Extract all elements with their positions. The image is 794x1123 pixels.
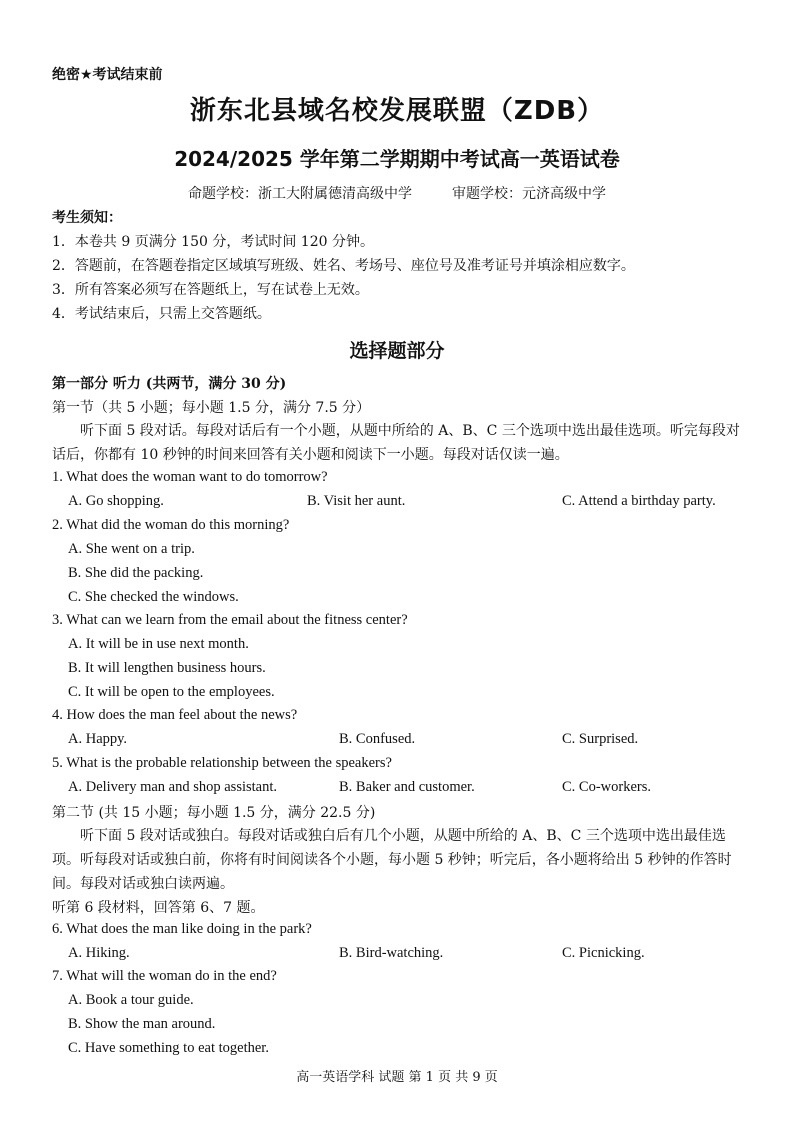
- option-a: A. She went on a trip.: [68, 541, 195, 557]
- option-c: C. Have something to eat together.: [68, 1040, 269, 1056]
- option-c: C. It will be open to the employees.: [68, 684, 275, 700]
- option-c: C. Surprised.: [562, 731, 639, 747]
- question-stem: 5. What is the probable relationship between the speakers?: [52, 755, 392, 771]
- section-title: 选择题部分: [349, 340, 445, 362]
- option-b: B. Show the man around.: [68, 1016, 216, 1032]
- option-b: B. Bird-watching.: [339, 945, 444, 961]
- reviewing-school: 审题学校：元济高级中学: [452, 186, 606, 202]
- notice-item: 4．考试结束后，只需上交答题纸。: [52, 306, 271, 322]
- option-a: A. It will be in use next month.: [68, 636, 249, 652]
- question-stem: 7. What will the woman do in the end?: [52, 968, 277, 984]
- question-stem: 2. What did the woman do this morning?: [52, 517, 290, 533]
- option-c: C. Picnicking.: [562, 945, 645, 961]
- section2-heading: 第二节 (共 15 小题；每小题 1.5 分，满分 22.5 分): [52, 805, 376, 821]
- exam-title: 浙东北县域名校发展联盟（ZDB）: [189, 96, 605, 126]
- section1-instructions: 听下面 5 段对话。每段对话后有一个小题，从题中所给的 A、B、C 三个选项中选出最佳选项。听完每段对话后，你都有 10 秒钟的时间来回答有关小题和阅读下一小题。每段对话仅读一遍。: [52, 423, 740, 463]
- school-credits: [0, 183, 794, 203]
- option-b: B. Visit her aunt.: [307, 493, 406, 509]
- material-6-note: 听第 6 段材料，回答第 6、7 题。: [52, 900, 265, 916]
- proposing-school: 命题学校：浙工大附属德清高级中学: [188, 186, 412, 202]
- confidential-label: 绝密★考试结束前: [52, 67, 163, 83]
- notice-item: 2．答题前，在答题卷指定区域填写班级、姓名、考场号、座位号及准考证号并填涂相应数字。: [52, 258, 635, 274]
- option-a: A. Go shopping.: [68, 493, 164, 509]
- section2-instructions: 听下面 5 段对话或独白。每段对话或独白后有几个小题，从题中所给的 A、B、C 三个选项中选出最佳选项。听每段对话或独白前，你将有时间阅读各个小题，每小题 5 秒钟；听完后，各小题将给出 5 秒钟的作答时间。每段对话或独白读两遍。: [52, 828, 732, 892]
- option-a: A. Delivery man and shop assistant.: [68, 779, 278, 795]
- option-c: C. Attend a birthday party.: [562, 493, 716, 509]
- option-b: B. Confused.: [339, 731, 416, 747]
- question-stem: 4. How does the man feel about the news?: [52, 707, 298, 723]
- notice-heading: 考生须知：: [52, 210, 122, 226]
- notice-item: 1．本卷共 9 页满分 150 分，考试时间 120 分钟。: [52, 234, 374, 250]
- option-a: A. Hiking.: [68, 945, 130, 961]
- notice-item: 3．所有答案必须写在答题纸上，写在试卷上无效。: [52, 282, 369, 298]
- option-b: B. It will lengthen business hours.: [68, 660, 266, 676]
- page-footer: 高一英语学科 试题 第 1 页 共 9 页: [296, 1070, 498, 1085]
- question-stem: 6. What does the man like doing in the park?: [52, 921, 312, 937]
- part1-heading: 第一部分 听力 (共两节，满分 30 分): [52, 376, 287, 392]
- exam-subtitle: 2024/2025 学年第二学期期中考试高一英语试卷: [174, 147, 620, 171]
- option-c: C. Co-workers.: [562, 779, 652, 795]
- question-stem: 1. What does the woman want to do tomorrow?: [52, 469, 328, 485]
- option-b: B. She did the packing.: [68, 565, 204, 581]
- question-stem: 3. What can we learn from the email about the fitness center?: [52, 612, 408, 628]
- option-c: C. She checked the windows.: [68, 589, 239, 605]
- option-b: B. Baker and customer.: [339, 779, 475, 795]
- option-a: A. Happy.: [68, 731, 128, 747]
- section1-heading: 第一节（共 5 小题；每小题 1.5 分，满分 7.5 分）: [52, 400, 371, 416]
- option-a: A. Book a tour guide.: [68, 992, 194, 1008]
